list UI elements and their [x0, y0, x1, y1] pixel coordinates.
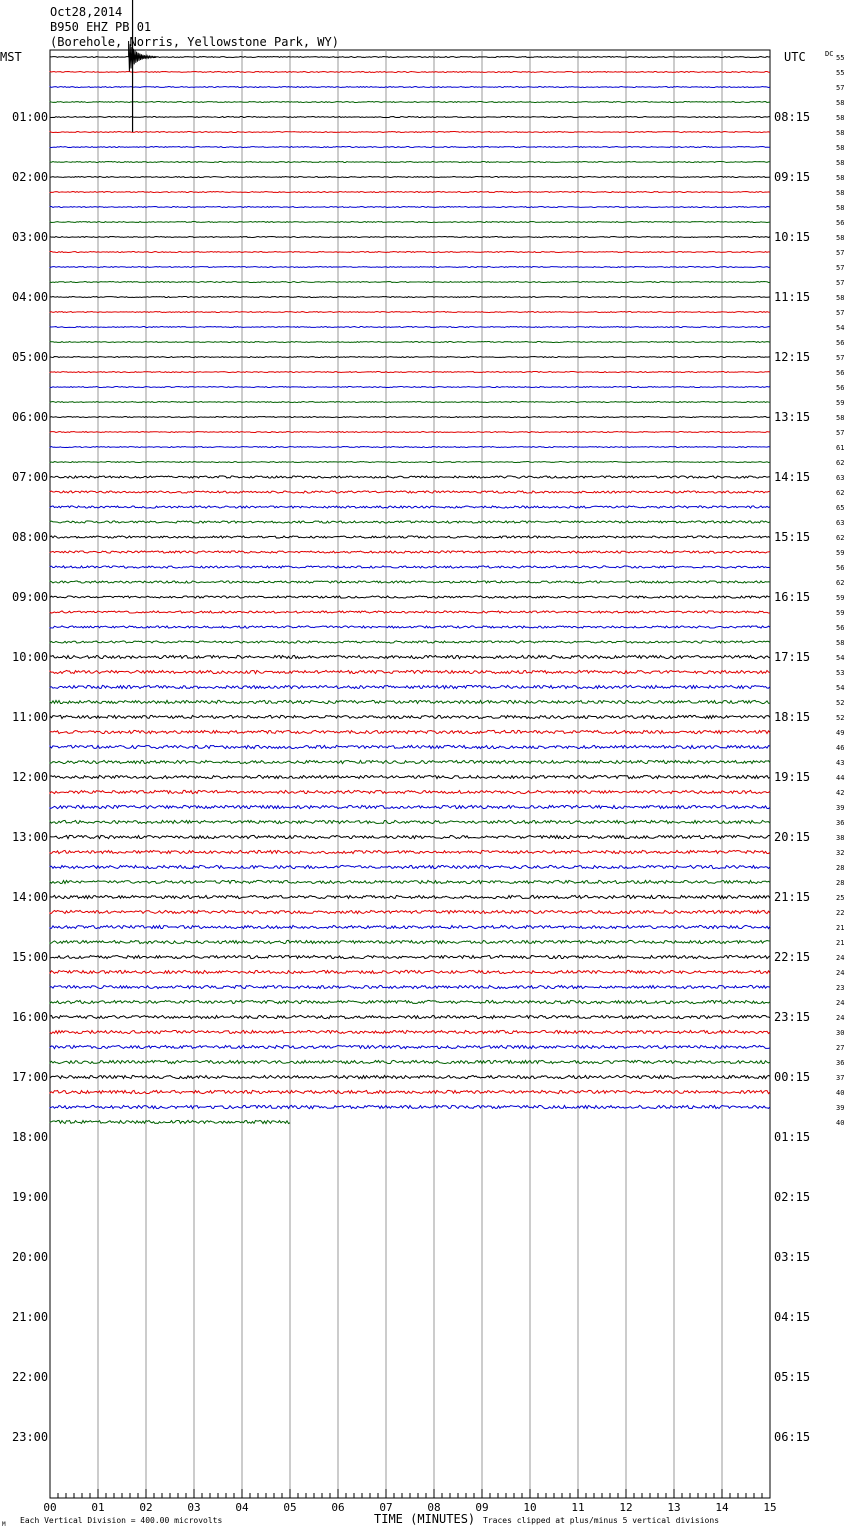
seismic-trace — [50, 566, 770, 568]
hour-label-mst: 03:00 — [12, 230, 49, 244]
seismic-trace — [50, 670, 770, 673]
seismic-trace — [50, 147, 770, 148]
dc-value-label: 30 — [836, 1029, 845, 1037]
dc-value-label: 58 — [836, 99, 845, 107]
dc-value-label: 54 — [836, 684, 845, 692]
hour-label-mst: 06:00 — [12, 410, 49, 424]
x-tick-label: 05 — [283, 1501, 297, 1514]
seismic-trace — [50, 760, 770, 763]
header-date: Oct28,2014 — [50, 5, 123, 19]
seismic-trace — [50, 282, 770, 283]
x-tick-label: 01 — [91, 1501, 105, 1514]
dc-value-label: 58 — [836, 294, 845, 302]
dc-value-label: 36 — [836, 819, 845, 827]
hour-label-utc: 17:15 — [774, 650, 811, 664]
seismic-trace — [50, 102, 770, 103]
x-tick-label: 13 — [667, 1501, 681, 1514]
seismic-trace — [50, 880, 770, 883]
dc-value-label: 57 — [836, 429, 845, 437]
hour-label-utc: 00:15 — [774, 1070, 811, 1084]
hour-label-mst: 12:00 — [12, 770, 49, 784]
seismic-trace — [50, 775, 770, 778]
seismic-trace — [50, 72, 770, 73]
seismic-trace — [50, 462, 770, 463]
dc-value-label: 62 — [836, 489, 845, 497]
hour-label-mst: 18:00 — [12, 1130, 49, 1144]
hour-label-mst: 21:00 — [12, 1310, 49, 1324]
dc-value-label: 56 — [836, 369, 845, 377]
hour-label-mst: 11:00 — [12, 710, 49, 724]
dc-value-label: 62 — [836, 579, 845, 587]
header-station: B950 EHZ PB 01 — [50, 20, 152, 34]
hour-label-utc: 15:15 — [774, 530, 811, 544]
seismic-trace — [50, 1000, 770, 1003]
dc-value-label: 39 — [836, 1104, 845, 1112]
dc-value-label: 56 — [836, 384, 845, 392]
dc-value-label: 52 — [836, 699, 845, 707]
seismic-trace — [50, 596, 770, 598]
hour-label-mst: 23:00 — [12, 1430, 49, 1444]
seismic-trace — [50, 342, 770, 343]
x-tick-label: 14 — [715, 1501, 729, 1514]
dc-value-label: 57 — [836, 84, 845, 92]
hour-label-mst: 22:00 — [12, 1370, 49, 1384]
seismic-trace — [50, 805, 770, 808]
dc-label: DC — [825, 50, 834, 58]
hour-label-utc: 05:15 — [774, 1370, 811, 1384]
dc-value-label: 46 — [836, 744, 845, 752]
hour-label-utc: 19:15 — [774, 770, 811, 784]
seismic-trace — [50, 1030, 770, 1033]
label-layer — [12, 54, 844, 1514]
seismic-trace — [50, 581, 770, 583]
dc-value-label: 56 — [836, 339, 845, 347]
seismic-trace — [50, 432, 770, 433]
hour-label-mst: 19:00 — [12, 1190, 49, 1204]
hour-label-utc: 14:15 — [774, 470, 811, 484]
corner-mark: M — [2, 1521, 6, 1528]
seismic-trace — [50, 551, 770, 553]
dc-value-label: 32 — [836, 849, 845, 857]
seismic-trace — [50, 730, 770, 733]
hour-label-mst: 17:00 — [12, 1070, 49, 1084]
seismic-trace — [50, 417, 770, 418]
dc-value-label: 39 — [836, 804, 845, 812]
seismic-trace — [50, 162, 770, 163]
hour-label-mst: 16:00 — [12, 1010, 49, 1024]
dc-value-label: 58 — [836, 174, 845, 182]
seismic-trace — [50, 177, 770, 178]
hour-label-utc: 21:15 — [774, 890, 811, 904]
hour-label-mst: 01:00 — [12, 110, 49, 124]
dc-value-label: 21 — [836, 939, 845, 947]
hour-label-mst: 09:00 — [12, 590, 49, 604]
dc-value-label: 43 — [836, 759, 845, 767]
x-tick-label: 04 — [235, 1501, 249, 1514]
seismic-trace — [50, 327, 770, 328]
dc-value-label: 58 — [836, 159, 845, 167]
seismic-trace — [50, 476, 770, 478]
seismic-trace — [50, 521, 770, 523]
hour-label-utc: 03:15 — [774, 1250, 811, 1264]
dc-value-label: 59 — [836, 399, 845, 407]
dc-value-label: 54 — [836, 654, 845, 662]
scale-note: Each Vertical Division = 400.00 microvolts — [20, 1516, 223, 1525]
dc-value-label: 59 — [836, 549, 845, 557]
dc-value-label: 54 — [836, 324, 845, 332]
seismic-trace — [50, 447, 770, 448]
hour-label-utc: 18:15 — [774, 710, 811, 724]
dc-value-label: 58 — [836, 639, 845, 647]
x-tick-label: 07 — [379, 1501, 393, 1514]
seismic-trace — [50, 87, 770, 88]
x-tick-label: 15 — [763, 1501, 777, 1514]
dc-value-label: 25 — [836, 894, 845, 902]
seismic-trace — [50, 685, 770, 688]
dc-value-label: 55 — [836, 54, 845, 62]
dc-value-label: 57 — [836, 264, 845, 272]
hour-label-mst: 07:00 — [12, 470, 49, 484]
seismic-trace — [50, 865, 770, 868]
seismic-trace — [50, 1045, 770, 1048]
dc-value-label: 57 — [836, 354, 845, 362]
dc-value-label: 49 — [836, 729, 845, 737]
x-tick-label: 08 — [427, 1501, 441, 1514]
hour-label-mst: 04:00 — [12, 290, 49, 304]
hour-label-utc: 12:15 — [774, 350, 811, 364]
dc-value-label: 24 — [836, 1014, 845, 1022]
x-tick-label: 10 — [523, 1501, 537, 1514]
hour-label-mst: 14:00 — [12, 890, 49, 904]
dc-value-label: 63 — [836, 474, 845, 482]
seismic-trace — [50, 267, 770, 268]
dc-value-label: 36 — [836, 1059, 845, 1067]
seismic-trace — [50, 402, 770, 403]
seismic-trace — [50, 1120, 290, 1123]
x-tick-label: 03 — [187, 1501, 201, 1514]
dc-value-label: 22 — [836, 909, 845, 917]
dc-value-label: 37 — [836, 1074, 845, 1082]
x-tick-label: 02 — [139, 1501, 153, 1514]
seismic-trace — [50, 970, 770, 973]
dc-value-label: 59 — [836, 594, 845, 602]
dc-value-label: 53 — [836, 669, 845, 677]
seismic-trace — [50, 252, 770, 253]
left-axis-label: MST — [0, 50, 22, 64]
dc-value-label: 56 — [836, 624, 845, 632]
dc-value-label: 21 — [836, 924, 845, 932]
hour-label-mst: 20:00 — [12, 1250, 49, 1264]
seismic-trace — [50, 626, 770, 628]
hour-label-utc: 10:15 — [774, 230, 811, 244]
dc-value-label: 56 — [836, 564, 845, 572]
seismic-trace — [50, 955, 770, 958]
dc-value-label: 61 — [836, 444, 845, 452]
seismic-trace — [50, 745, 770, 748]
seismic-trace — [50, 700, 770, 703]
dc-value-label: 52 — [836, 714, 845, 722]
hour-label-mst: 05:00 — [12, 350, 49, 364]
hour-label-mst: 13:00 — [12, 830, 49, 844]
seismic-trace — [50, 117, 770, 118]
dc-value-label: 24 — [836, 999, 845, 1007]
x-tick-label: 06 — [331, 1501, 345, 1514]
hour-label-utc: 09:15 — [774, 170, 811, 184]
seismic-trace — [50, 835, 770, 838]
dc-value-label: 23 — [836, 984, 845, 992]
x-tick-label: 11 — [571, 1501, 585, 1514]
dc-value-label: 58 — [836, 189, 845, 197]
dc-value-label: 44 — [836, 774, 845, 782]
seismic-trace — [50, 506, 770, 508]
dc-value-label: 55 — [836, 69, 845, 77]
seismic-trace — [50, 132, 770, 133]
seismic-trace — [50, 715, 770, 718]
hour-label-utc: 13:15 — [774, 410, 811, 424]
seismic-trace — [50, 895, 770, 898]
dc-value-label: 56 — [836, 219, 845, 227]
trace-layer — [50, 0, 770, 1124]
seismic-trace — [50, 641, 770, 643]
hour-label-utc: 20:15 — [774, 830, 811, 844]
dc-value-label: 65 — [836, 504, 845, 512]
hour-label-utc: 22:15 — [774, 950, 811, 964]
dc-value-label: 58 — [836, 129, 845, 137]
seismic-trace — [50, 207, 770, 208]
x-tick-label: 12 — [619, 1501, 633, 1514]
x-tick-label: 09 — [475, 1501, 489, 1514]
hour-label-utc: 01:15 — [774, 1130, 811, 1144]
seismic-trace — [50, 820, 770, 823]
seismic-trace — [50, 1105, 770, 1108]
seismic-trace — [50, 925, 770, 928]
dc-value-label: 58 — [836, 204, 845, 212]
hour-label-mst: 10:00 — [12, 650, 49, 664]
dc-value-label: 58 — [836, 234, 845, 242]
seismic-trace — [50, 1090, 770, 1093]
seismic-trace — [50, 1060, 770, 1063]
hour-label-utc: 02:15 — [774, 1190, 811, 1204]
seismic-trace — [50, 297, 770, 298]
seismic-trace — [50, 790, 770, 793]
seismic-trace — [50, 387, 770, 388]
seismic-trace — [50, 940, 770, 943]
header-location: (Borehole, Norris, Yellowstone Park, WY) — [50, 35, 339, 49]
seismic-trace — [50, 491, 770, 493]
dc-value-label: 59 — [836, 609, 845, 617]
hour-label-mst: 15:00 — [12, 950, 49, 964]
dc-value-label: 28 — [836, 879, 845, 887]
dc-value-label: 58 — [836, 414, 845, 422]
x-tick-label: 00 — [43, 1501, 57, 1514]
hour-label-utc: 16:15 — [774, 590, 811, 604]
dc-value-label: 24 — [836, 954, 845, 962]
hour-label-mst: 02:00 — [12, 170, 49, 184]
seismic-trace — [50, 357, 770, 358]
hour-label-mst: 08:00 — [12, 530, 49, 544]
seismic-trace — [50, 312, 770, 313]
dc-value-label: 40 — [836, 1119, 845, 1127]
hour-label-utc: 23:15 — [774, 1010, 811, 1024]
clip-note: Traces clipped at plus/minus 5 vertical divisions — [483, 1516, 720, 1525]
seismic-trace — [50, 192, 770, 193]
dc-value-label: 58 — [836, 144, 845, 152]
dc-value-label: 57 — [836, 249, 845, 257]
right-axis-label: UTC — [784, 50, 806, 64]
dc-value-label: 28 — [836, 864, 845, 872]
dc-value-label: 63 — [836, 519, 845, 527]
hour-label-utc: 06:15 — [774, 1430, 811, 1444]
seismic-trace — [50, 372, 770, 373]
seismic-trace — [50, 910, 770, 913]
seismic-trace — [50, 850, 770, 853]
dc-value-label: 57 — [836, 279, 845, 287]
dc-value-label: 62 — [836, 534, 845, 542]
seismic-trace — [50, 1075, 770, 1078]
dc-value-label: 24 — [836, 969, 845, 977]
seismic-trace — [50, 655, 770, 658]
seismic-trace — [50, 611, 770, 613]
x-axis-title: TIME (MINUTES) — [374, 1512, 476, 1526]
seismic-trace — [50, 222, 770, 223]
seismic-trace — [50, 237, 770, 238]
hour-label-utc: 08:15 — [774, 110, 811, 124]
dc-value-label: 40 — [836, 1089, 845, 1097]
dc-value-label: 38 — [836, 834, 845, 842]
dc-value-label: 62 — [836, 459, 845, 467]
dc-value-label: 27 — [836, 1044, 845, 1052]
hour-label-utc: 04:15 — [774, 1310, 811, 1324]
dc-value-label: 57 — [836, 309, 845, 317]
seismic-trace — [50, 57, 770, 58]
seismic-trace — [50, 1015, 770, 1018]
seismic-trace — [50, 985, 770, 988]
dc-value-label: 58 — [836, 114, 845, 122]
hour-label-utc: 11:15 — [774, 290, 811, 304]
dc-value-label: 42 — [836, 789, 845, 797]
seismic-trace — [50, 536, 770, 538]
